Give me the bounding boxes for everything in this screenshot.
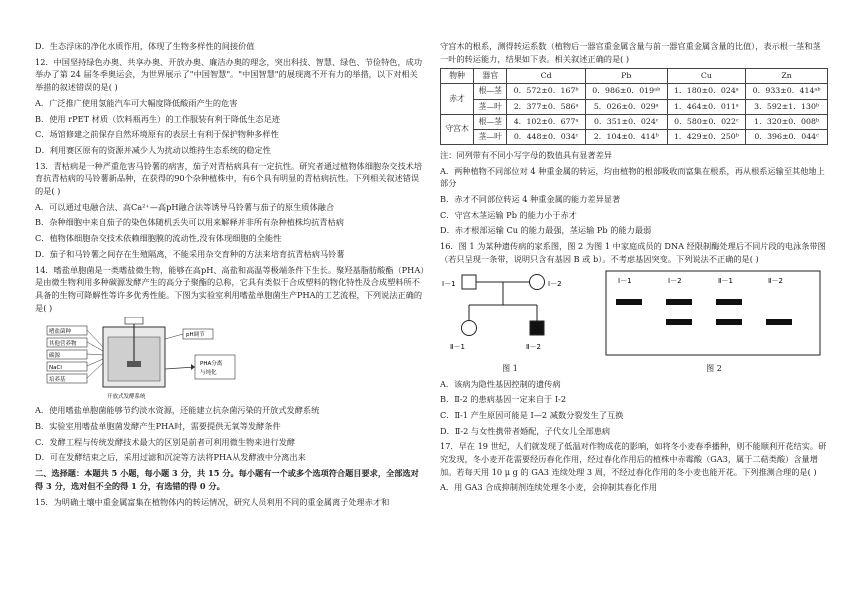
q16-option-a: A．该病为隐性基因控制的遗传病 [440,378,561,389]
diagram-label-pha-sep: PHA分离 [200,361,223,368]
q15-option-a: A．两种植物不同部位对 4 种重金属的转运，均由植物的根部吸收而富集在根系，再从根系运输至其他地上部分 [440,165,825,189]
pedigree-diagram [440,269,580,359]
table-cell: 4．102±0．677ᵃ [507,114,586,129]
table-cell-species: 守宫木 [441,114,474,144]
q11-option-d: D．生态浮床的净化水质作用，体现了生物多样性的间接价值 [35,41,255,51]
table-cell: 根—茎 [474,114,507,129]
q17-stem: 17．早在 19 世纪，人们就发现了低温对作物成花的影响，如将冬小麦春季播种，则不能顺利开花结实。研究发现，冬小麦开花需要经历春化作用，经过春化作用后的植株中赤霉酸（GA3，属于二萜类酸）含量增加。若每天用 10 μ g 的 GA3 连续处理 3 周，不经过春化作用的冬小麦也能开花。下列推测合理的是( ) [440,441,827,477]
electrophoresis-diagram [604,269,824,359]
table-cell: 茎—叶 [474,99,507,114]
figure-1-caption: 图 1 [502,364,518,374]
diagram-label-purify: 与纯化 [200,370,217,377]
gel-label-i1: Ⅰ－1 [618,277,632,286]
table-cell: 2．104±0．414ᵇ [585,129,667,144]
table-cell: 1．180±0．024ᵃ [667,84,746,99]
q16-stem: 16．图 1 为某种遗传病的家系图，图 2 为图 1 中家庭成员的 DNA 经限制酶处理后不同片段的电泳条带图（若只呈现一条带，说明只含有基因 B 或 b）。不考虑基因突变。下列说法不正确的是( ) [440,241,826,264]
table-cell: 2．377±0．586ᵃ [507,99,586,114]
table-cell: 0．396±0．044ᶜ [746,129,828,144]
gel-label-ii2: Ⅱ－2 [768,277,783,286]
table-cell: 0．933±0．414ᵃᵇ [746,84,828,99]
gel-band [666,319,692,325]
gel-label-i2: Ⅰ－2 [668,277,682,286]
q12-option-d: D．利用赛区原有的资源并减少人为扰动以维持生态系统的稳定性 [35,144,271,155]
fermentation-diagram [45,317,245,401]
table-cell: 1．429±0．250ᵇ [667,129,746,144]
table-cell: 3．592±1．130ᵇ [746,99,828,114]
figure-2-caption: 图 2 [706,364,722,374]
q14-stem: 14．嗜盐单胞菌是一类嗜盐微生物，能够在高pH、高盐和高温等极端条件下生长。聚羟基脂肪酸酯（PHA）是由微生物利用多种碳源发酵产生的高分子聚酯的总称，它具有类似于合成塑料的物化特性及合成塑料所不具备的生物可降解性等许多优秀性能。下图为实验室利用嗜盐单胞菌生产PHA的工艺流程，下列说法正确的是( ) [35,264,425,313]
diagram-label-nutrients: 其他营养物 [49,341,77,348]
pedigree-label-i2: Ⅰ－2 [548,280,562,289]
figure-1 [440,269,580,375]
section-2-heading: 二、选择题：本题共 5 小题，每小题 3 分，共 15 分。每小题有一个或多个选项符合题目要求，全部选对得 3 分，选对但不全的得 1 分，有选错的得 0 分。 [35,468,419,491]
pedigree-label-i1: Ⅰ－1 [442,280,456,289]
q16-option-c: C．Ⅱ-1 产生原因可能是 I—2 减数分裂发生了互换 [440,409,624,420]
table-cell: 0．580±0．022ᶜ [667,114,746,129]
metal-transfer-table [440,68,828,144]
q16-option-b: B．Ⅱ-2 的患病基因一定来自于 I-2 [440,394,567,405]
table-cell-species: 赤才 [441,84,474,114]
table-row [441,99,828,114]
q15-stem-cont: 守宫木的根系，测得转运系数（植物后一器官重金属含量与前一器官重金属含量的比值），表示根一茎和茎一叶的转运能力，结果如下表。相关叙述正确的是( ) [440,41,821,64]
q15-option-b: B．赤才不同部位转运 4 种重金属的能力差异显著 [440,193,621,204]
gel-band [616,299,642,305]
q14-option-d: D．可在发酵结束之后，采用过滤和沉淀等方法将PHA从发酵液中分离出来 [35,452,306,463]
pedigree-label-ii1: Ⅱ－1 [450,343,465,352]
table-row [441,84,828,99]
q12-option-b: B．使用 rPET 材质（饮料瓶再生）的工作服装有利于降低生态足迹 [35,113,280,124]
gel-band [716,299,742,305]
diagram-label-strain: 嗜盐菌种 [49,329,72,336]
gel-band [666,299,692,305]
diagram-caption: 开放式发酵系统 [107,394,146,401]
diagram-label-ph: pH调节 [186,332,205,339]
table-header: 物种 [441,69,474,84]
q16-option-d: D．Ⅱ-2 与女性携带者婚配，子代女儿全部患病 [440,425,611,436]
table-header: 器官 [474,69,507,84]
q16-figures [440,269,828,375]
table-cell: 1．464±0．011ᵃ [667,99,746,114]
right-column [440,40,828,497]
q14-option-c: C．发酵工程与传统发酵技术最大的区别是前者可利用微生物来进行发酵 [35,436,296,447]
q15-stem-start: 15．为明确土壤中重金属富集在植物体内的转运情况，研究人员利用不同的重金属离子处理赤才和 [35,496,390,507]
table-cell: 1．320±0．008ᵇ [746,114,828,129]
q14-option-b: B．实验室用嗜盐单胞菌发酵产生PHA时，需要提供无氧等发酵条件 [35,421,281,432]
table-cell: 茎—叶 [474,129,507,144]
q13-option-b: B．杂种细胞中来自茄子的染色体随机丢失可以用来解释并非所有杂种植株均抗青枯病 [35,217,344,228]
table-header: Pb [585,69,667,84]
table-note: 注：同列带有不同小写字母的数值具有显著差异 [440,149,612,160]
q14-option-a: A．使用嗜盐单胞菌能够节约淡水资源，还能建立抗杂菌污染的开放式发酵系统 [35,405,320,416]
q13-option-c: C．植物体细胞杂交技术依赖细胞膜的流动性,没有体现细胞的全能性 [35,233,282,244]
q13-option-a: A．可以通过电融合法、高Ca²⁺—高pH融合法等诱导马铃薯与茄子的原生质体融合 [35,201,335,212]
gel-label-ii1: Ⅱ－1 [718,277,733,286]
table-cell: 0．986±0．019ᵃᵇ [585,84,667,99]
table-header: Cd [507,69,586,84]
table-cell: 5．026±0．029ᵃ [585,99,667,114]
q15-option-c: C．守宫木茎运输 Pb 的能力小于赤才 [440,209,577,220]
table-cell: 0．572±0．167ᵇ [507,84,586,99]
q15-option-d: D．赤才根部运输 Cu 的能力最强，茎运输 Pb 的能力最弱 [440,225,652,236]
q12-stem: 12．中国坚持绿色办奥、共享办奥、开放办奥、廉洁办奥的理念，突出科技、智慧、绿色、节俭特色，成功举办了第 24 届冬季奥运会，为世界展示了"中国智慧"。"中国智慧"的展现离不开有力的举措，以下对相关举措的叙述错误的是( ) [35,56,423,93]
q12-option-a: A．广泛推广使用氢能汽车可大幅度降低酸雨产生的危害 [35,97,238,108]
table-row [441,129,828,144]
gel-band [766,319,792,325]
table-cell: 0．448±0．034ᶜ [507,129,586,144]
table-header: Cu [667,69,746,84]
left-column [35,40,425,511]
table-header: Zn [746,69,828,84]
q17-option-a: A．用 GA3 合成抑制剂连续处理冬小麦，会抑制其春化作用 [440,482,658,493]
table-row [441,114,828,129]
figure-2 [604,269,824,375]
gel-band [716,319,742,325]
diagram-label-nacl: NaCl [49,365,62,372]
q13-option-d: D．茄子和马铃薯之间存在生殖隔离，不能采用杂交育种的方法来培育抗青枯病马铃薯 [35,248,345,259]
table-cell: 根—茎 [474,84,507,99]
pedigree-label-ii2: Ⅱ－2 [526,343,541,352]
diagram-label-medium: 培养基 [49,377,66,384]
table-cell: 0．351±0．024ᶜ [585,114,667,129]
table-header-row [441,69,828,84]
q12-option-c: C．场馆修建之前保存自然环境原有的表层土有利于保护物种多样性 [35,129,279,140]
q13-stem: 13．青枯病是一种严重危害马铃薯的病害，茄子对青枯病具有一定抗性。研究者通过植物体细胞杂交技术培育抗青枯病的马铃薯新品种，在获得的90个杂种植株中，有6个具有明显的青枯病抗性。下列相关叙述错误的是( ) [35,160,423,197]
diagram-label-carbon: 碳源 [49,353,61,360]
